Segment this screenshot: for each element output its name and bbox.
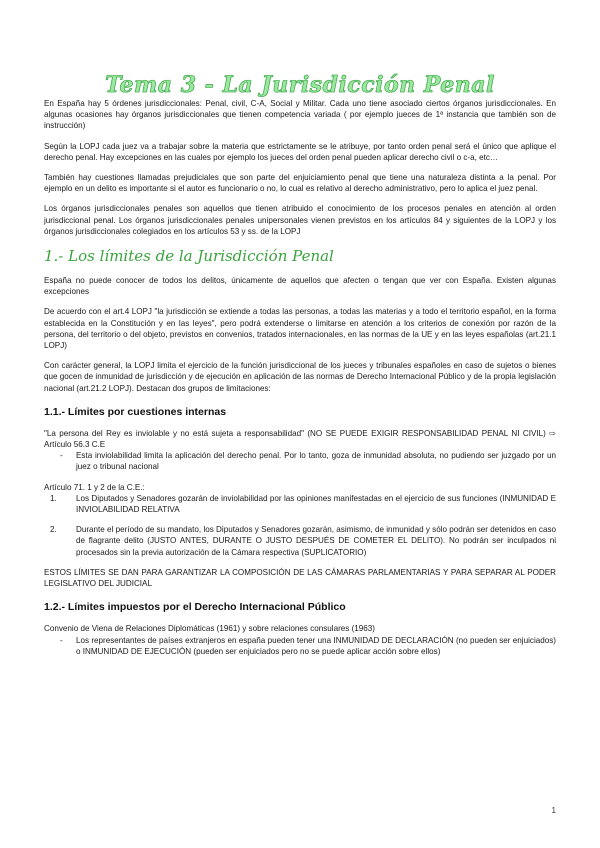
bullet-text: Los representantes de países extranjeros en españa pueden tener una INMUNIDAD DE DECLARACIÓN (no pueden ser enjuiciados) o INMUNIDAD DE EJECUCIÓN (pueden ser enjuiciados pero no se puede aplicar acción sobre ellos) bbox=[76, 635, 556, 656]
bullet-marker: - bbox=[60, 635, 63, 645]
section-1-1-bullet bbox=[60, 450, 556, 472]
section-1-1-quote: "La persona del Rey es inviolable y no está sujeta a responsabilidad" (NO SE PUEDE EXIGIR RESPONSABILIDAD PENAL NI CIVIL) ⇨ Artículo 56.3 C.E bbox=[44, 428, 556, 450]
section-1-2-bullet bbox=[60, 635, 556, 657]
item-text: Durante el período de su mandato, los Diputados y Senadores gozarán, asimismo, de inmunidad y sólo podrán ser detenidos en caso de flagrante delito (JUSTO ANTES, DURANTE O JUSTO DESPUÉS DE COMETER EL DELITO). No podrán ser inculpados ni procesados sin la previa autorización de la Cámara respectiva (SUPLICATORIO) bbox=[76, 525, 556, 557]
item-marker: 1. bbox=[50, 493, 57, 503]
section-1-paragraph-1: España no puede conocer de todos los delitos, únicamente de aquellos que afecten o tengan que ver con España. Existen algunas excepciones bbox=[44, 276, 556, 297]
section-1-1-closing: ESTOS LÍMITES SE DAN PARA GARANTIZAR LA COMPOSICIÓN DE LAS CÁMARAS PARLAMENTARIAS Y PARA SEPARAR AL PODER LEGISLATIVO DEL JUDICIAL bbox=[44, 567, 556, 589]
intro-paragraph-1: En España hay 5 órdenes jurisdiccionales: Penal, civil, C-A, Social y Militar. Cada uno tiene asociado ciertos órganos jurisdiccionales. En algunas ocasiones hay órganos jurisdiccionales que tienen competencia variada ( por ejemplo jueces de 1ª instancia que también son de instrucción) bbox=[44, 99, 556, 131]
section-1-paragraph-2: De acuerdo con el art.4 LOPJ "la jurisdicción se extiende a todas las personas, a todas las materias y a todo el territorio español, en la forma establecida en la Constitución y en las leyes", pero podrá extenderse o limitarse en atención a los criterios de conexión por razón de la persona, del territorio o del objeto, previstos en convenios, tratados internacionales, en las normas de la UE y en las leyes españolas (art.21.1 LOPJ) bbox=[44, 307, 556, 351]
section-1-paragraph-3: Con carácter general, la LOPJ limita el ejercicio de la función jurisdiccional de los jueces y tribunales españoles en caso de sujetos o bienes que gocen de inmunidad de jurisdicción y de ejecución en aplicación de las normas de Derecho Internacional Público y de la propia legislación nacional (art.21.2 LOPJ). Destacan dos grupos de limitaciones: bbox=[44, 361, 556, 393]
section-1-heading: 1.- Los límites de la Jurisdicción Penal bbox=[44, 247, 334, 266]
bullet-marker: - bbox=[60, 451, 63, 461]
item-marker: 2. bbox=[50, 525, 57, 535]
section-1-2-heading: 1.2.- Límites impuestos por el Derecho Internacional Público bbox=[44, 601, 346, 614]
page-number: 1 bbox=[551, 806, 556, 815]
intro-paragraph-3: También hay cuestiones llamadas prejudiciales que son parte del enjuiciamiento penal que tiene una naturaleza distinta a la penal. Por ejemplo en un delito es importante si el autor es funcionario o no, lo cual es relativo al derecho administrativo, pero lo aplica el juez penal. bbox=[44, 173, 556, 194]
section-1-1-heading: 1.1.- Límites por cuestiones internas bbox=[44, 405, 227, 418]
bullet-text: Esta inviolabilidad limita la aplicación del derecho penal. Por lo tanto, goza de inmunidad absoluta, no pudiendo ser juzgado por un juez o tribunal nacional bbox=[76, 451, 556, 472]
document-body bbox=[44, 98, 556, 657]
article-reference: Artículo 71. 1 y 2 de la C.E.: bbox=[44, 482, 145, 492]
section-1-2-intro: Convenio de Viena de Relaciones Diplomáticas (1961) y sobre relaciones consulares (1963) bbox=[44, 624, 375, 634]
numbered-item-2 bbox=[50, 524, 556, 558]
item-text: Los Diputados y Senadores gozarán de inviolabilidad por las opiniones manifestadas en el ejercicio de sus funciones (INMUNIDAD E INVIOLABILIDAD RELATIVA bbox=[76, 493, 556, 515]
page-title: Tema 3 - La Jurisdicción Penal bbox=[105, 72, 495, 98]
intro-paragraph-2: Según la LOPJ cada juez va a trabajar sobre la materia que estrictamente se le atribuye, por tanto orden penal será el único que aplique el derecho penal. Hay excepciones en las cuales por ejemplo los jueces del orden penal pueden aplicar derecho civil o c-a, etc… bbox=[44, 141, 556, 162]
intro-paragraph-4: Los órganos jurisdiccionales penales son aquellos que tienen atribuido el conocimiento de los procesos penales en atención al orden jurisdiccional penal. Los órganos jurisdiccionales penales unipersonales vienen previstos en los artículos 84 y siguientes de la LOPJ y los órganos jurisdiccionales colegiados en los artículos 53 y ss. de la LOPJ bbox=[44, 204, 556, 236]
numbered-item-1 bbox=[50, 493, 556, 515]
